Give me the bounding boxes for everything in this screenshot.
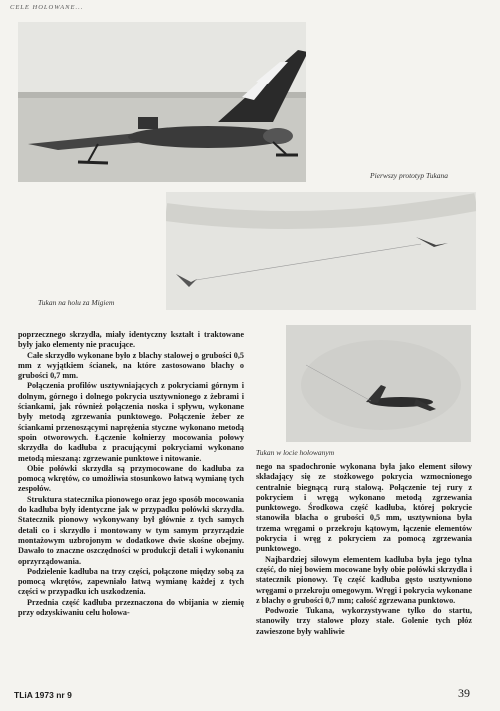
paragraph: Całe skrzydło wykonane było z blachy stalowej o grubości 0,5 mm z wyjątkiem ścianek, na które zastosowano blachy o grubości 0,7 mm. bbox=[18, 350, 244, 381]
towing-illustration bbox=[166, 192, 476, 310]
running-header: CELE HOLOWANE... bbox=[10, 4, 84, 11]
paragraph: Obie połówki skrzydła są przymocowane do kadłuba za pomocą wkrętów, co umożliwia stosunkowo łatwą wymianę tych zespołów. bbox=[18, 463, 244, 494]
caption-towing: Tukan na holu za Migiem bbox=[38, 298, 115, 307]
paragraph: Przednia część kadłuba przeznaczona do wbijania w ziemię przy odzyskiwaniu celu holowa- bbox=[18, 597, 244, 618]
paragraph: Podzielenie kadłuba na trzy części, połączone między sobą za pomocą wkrętów, zapewniało łatwą wymianę każdej z tych części w przypadku ich uszkodzenia. bbox=[18, 566, 244, 597]
page-number: 39 bbox=[458, 686, 470, 700]
aircraft-illustration bbox=[18, 22, 306, 182]
flight-illustration bbox=[286, 325, 471, 442]
paragraph: Najbardziej siłowym elementem kadłuba była jego tylna część, do niej bowiem mocowane były obie połówki skrzydła i statecznik pionowy. Tę część kadłuba gęsto usztywniono wręgami o przekroju omegowym. Wręgi i pokrycia wykonane z blachy o grubości 0,7 mm; całość zgrzewana punktowo. bbox=[256, 554, 472, 605]
caption-in-flight: Tukan w locie holowanym bbox=[256, 448, 335, 457]
paragraph: Struktura statecznika pionowego oraz jego sposób mocowania do kadłuba były identyczne jak w przypadku połówki skrzydła. Statecznik pionowy wykonywany był głównie z tych samych detali co i skrzydło i montowany w tym samym przyrządzie montażowym uzbrojonym w dodatkowe dwie skośne obejmy. Dawało to znaczne oszczędności w produkcji detali i wykonaniu oprzyrządowania. bbox=[18, 494, 244, 566]
paragraph: Podwozie Tukana, wykorzystywane tylko do startu, stanowiły trzy stalowe płozy stałe. Golenie tych płóz zawieszone były wahliwie bbox=[256, 606, 472, 636]
paragraph: poprzecznego skrzydła, miały identyczny kształt i traktowane były jako elementy nie pracujące. bbox=[18, 330, 244, 350]
photo-first-prototype bbox=[18, 22, 306, 182]
right-column-text bbox=[256, 462, 472, 637]
caption-first-prototype: Pierwszy prototyp Tukana bbox=[370, 171, 449, 180]
magazine-issue: TLiA 1973 nr 9 bbox=[14, 690, 72, 700]
paragraph: Połączenia profilów usztywniających z pokryciami górnym i dolnym, górnego i dolnego pokrycia usztywnionego z żebrami i ściankami, jak również połączenia noska i spływu, wykonane były metodą zgrzewania punktowego. Połączenie żeber ze ściankami przenoszącymi naprężenia styczne wykonano metodą spoin otworowych. Łączenie kołnierzy mocowania połowy skrzydła do kadłuba z pracującymi pokryciami wykonano metodą mieszaną: zgrzewanie punktowe i nitowanie. bbox=[18, 381, 244, 463]
photo-towing bbox=[166, 192, 476, 310]
photo-in-flight bbox=[286, 325, 471, 442]
paragraph: nego na spadochronie wykonana była jako element siłowy składający się ze stożkowego pokrycia wzmocnionego centralnie biegnącą rurą stalową. Połączenie tej rury z pokryciem i wręgą wykonano metodą zgrzewania punktowego. Środkowa część kadłuba, której pokrycie stanowiła blacha o grubości 0,5 mm, usztywniona była trzema wręgami o przekroju kątowym, łączenie elementów pokrycia i wręg z pokryciem za pomocą zgrzewania punktowego. bbox=[256, 462, 472, 554]
left-column-text bbox=[18, 330, 244, 618]
